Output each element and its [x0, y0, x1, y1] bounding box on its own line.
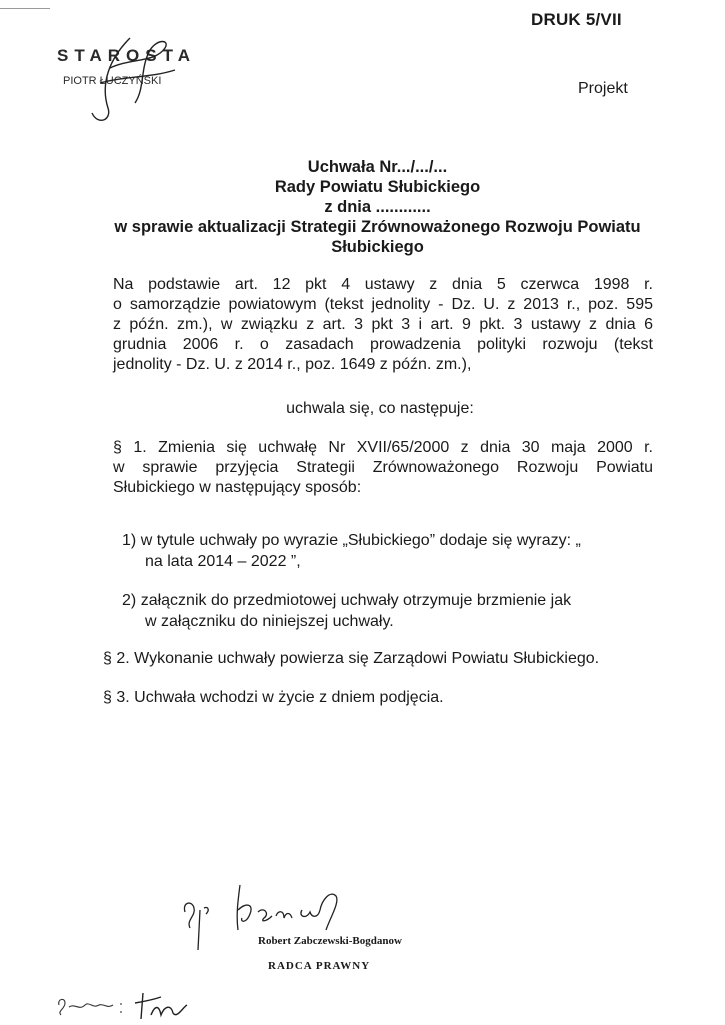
resolution-date: z dnia ............	[324, 198, 431, 216]
council-name: Rady Powiatu Słubickiego	[274, 178, 481, 196]
list-item-number: 2)	[122, 592, 137, 609]
top-left-rule	[0, 8, 50, 9]
preamble-line: z późn. zm.), w związku z art. 3 pkt 3 i art. 9 pkt. 3 ustawy z dnia 6	[113, 316, 653, 333]
preamble-line: grudnia 2006 r. o zasadach prowadzenia polityki rozwoju (tekst	[113, 336, 653, 353]
list-item-cont: na lata 2014 – 2022 ”,	[145, 553, 301, 570]
legal-counsel-role: RADCA PRAWNY	[268, 960, 371, 972]
list-item-number: 1)	[122, 532, 137, 549]
preamble-line: o samorządzie powiatowym (tekst jednolity - Dz. U. z 2013 r., poz. 595	[113, 296, 653, 313]
legal-counsel-signature	[180, 870, 350, 965]
preamble-line: jednolity - Dz. U. z 2014 r., poz. 1649 z późn. zm.),	[113, 356, 472, 373]
resolution-subject: w sprawie aktualizacji Strategii Zrównoważonego Rozwoju Powiatu	[114, 218, 641, 236]
stamp-name: PIOTR ŁUCZYŃSKI	[63, 75, 162, 87]
list-item-text: w tytule uchwały po wyrazie „Słubickiego” dodaje się wyrazy: „	[140, 532, 581, 549]
section-1	[113, 438, 653, 498]
list-item	[122, 590, 657, 611]
section-1-line: § 1. Zmienia się uchwałę Nr XVII/65/2000 z dnia 30 maja 2000 r.	[113, 439, 653, 456]
stamp-title: STAROSTA	[57, 46, 196, 65]
resolution-subject-cont: Słubickiego	[331, 238, 424, 256]
section-2: § 2. Wykonanie uchwały powierza się Zarządowi Powiatu Słubickiego.	[103, 650, 600, 667]
print-number: DRUK 5/VII	[531, 10, 622, 29]
resolves-clause: uchwala się, co następuje:	[286, 400, 474, 417]
legal-counsel-name: Robert Zabczewski-Bogdanow	[258, 935, 402, 947]
preamble-line: Na podstawie art. 12 pkt 4 ustawy z dnia 5 czerwca 1998 r.	[113, 276, 653, 293]
list-item-text: załącznik do przedmiotowej uchwały otrzymuje brzmienie jak	[140, 592, 572, 609]
list-item	[122, 530, 657, 551]
section-1-line: w sprawie przyjęcia Strategii Zrównoważonego Rozwoju Powiatu	[113, 459, 653, 476]
starosta-signature	[70, 28, 190, 128]
checked-by-signature	[55, 985, 195, 1025]
preamble	[113, 275, 653, 375]
draft-label: Projekt	[578, 80, 628, 97]
resolution-number: Uchwała Nr.../.../...	[307, 158, 448, 176]
section-1-line: Słubickiego w następujący sposób:	[113, 479, 362, 496]
section-3: § 3. Uchwała wchodzi w życie z dniem podjęcia.	[103, 689, 444, 706]
list-item-cont: w załączniku do niniejszej uchwały.	[145, 613, 394, 630]
